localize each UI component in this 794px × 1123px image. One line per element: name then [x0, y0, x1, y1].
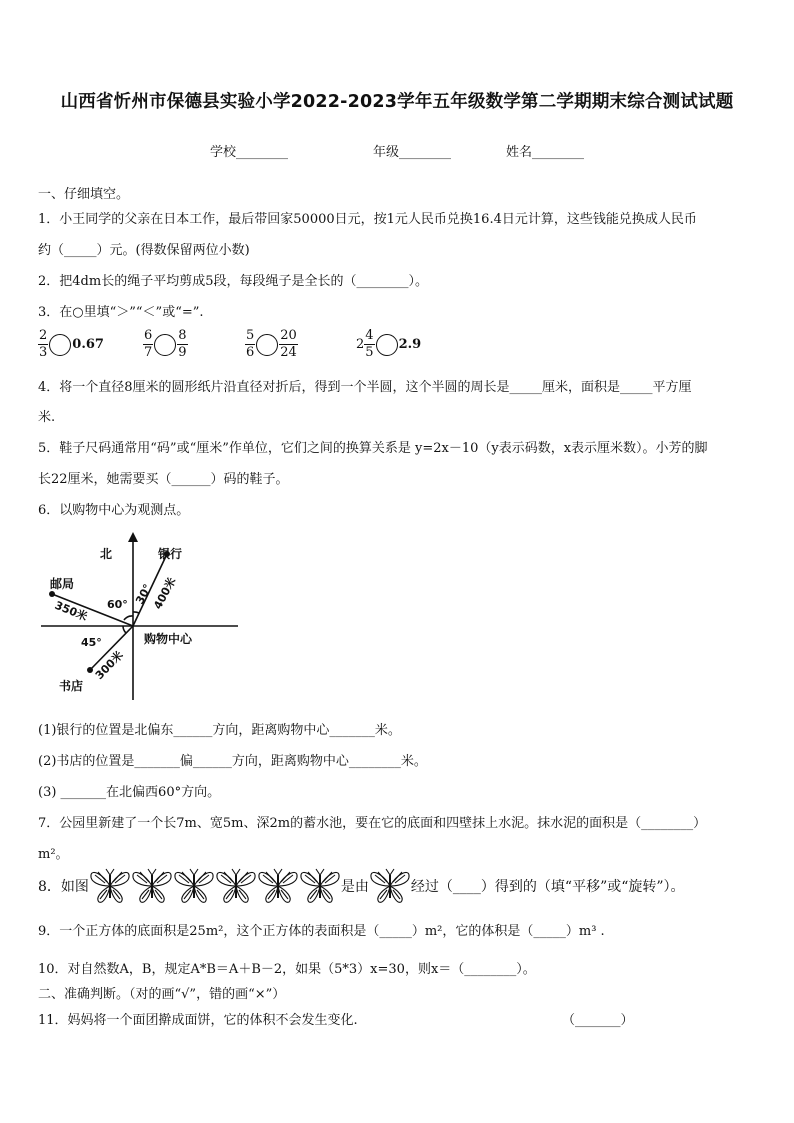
butterfly-icon — [369, 866, 411, 906]
question-7-line-2: m²。 — [38, 847, 69, 862]
label-post: 邮局 — [50, 577, 75, 591]
page-title: 山西省忻州市保德县实验小学2022-2023学年五年级数学第二学期期末综合测试试题 — [60, 92, 734, 112]
question-11: 11．妈妈将一个面团擀成面饼，它的体积不会发生变化. — [38, 1013, 358, 1028]
grade-field: 年级________ — [373, 145, 452, 160]
bookstore-point — [87, 667, 93, 673]
direction-diagram — [38, 528, 248, 708]
question-4-line-1: 4．将一个直径8厘米的圆形纸片沿直径对折后，得到一个半圆，这个半圆的周长是_____厘米，面积是_____平方厘 — [38, 380, 692, 395]
label-400m: 400米 — [151, 575, 179, 612]
label-center: 购物中心 — [144, 632, 193, 646]
question-10: 10．对自然数A，B，规定A*B＝A＋B－2，如果（5*3）x=30，则x＝（________）。 — [38, 962, 536, 977]
name-field: 姓名________ — [506, 145, 585, 160]
butterfly-icon — [299, 866, 341, 906]
question-8: 8．如图 是由 经过（____）得到的（填“平移”或“旋转”）。 — [38, 866, 685, 906]
butterfly-row — [89, 866, 341, 906]
school-field: 学校________ — [210, 145, 289, 160]
section-2-heading: 二、准确判断。（对的画“√”，错的画“×”） — [38, 987, 286, 1002]
butterfly-icon — [257, 866, 299, 906]
butterfly-icon — [89, 866, 131, 906]
compare-item-4: 2 $\frac{4}{5}$ 2.9 — [356, 328, 422, 360]
question-3-stem: 3．在○里填“＞”“＜”或“=”. — [38, 305, 204, 320]
label-bank: 银行 — [158, 547, 183, 561]
label-bookstore: 书店 — [59, 679, 84, 693]
butterfly-icon — [215, 866, 257, 906]
label-angle-30: 30° — [133, 581, 155, 607]
butterfly-icon — [131, 866, 173, 906]
label-angle-45: 45° — [81, 636, 102, 649]
compare-item-3 — [245, 328, 298, 361]
label-300m: 300米 — [92, 648, 126, 683]
angle-arc-45 — [123, 626, 126, 633]
question-9: 9．一个正方体的底面积是25m²，这个正方体的表面积是（_____）m²，它的体积是（_____）m³ . — [38, 924, 605, 939]
question-7-line-1: 7．公园里新建了一个长7m、宽5m、深2m的蓄水池，要在它的底面和四壁抹上水泥。抹水泥的面积是（________） — [38, 816, 707, 831]
butterfly-icon — [173, 866, 215, 906]
fraction: $\frac{6}{7}$ — [144, 328, 153, 360]
fraction: $\frac{4}{5}$ — [365, 328, 374, 360]
question-2: 2．把4dm长的绳子平均剪成5段，每段绳子是全长的（________）。 — [38, 274, 428, 289]
question-1-line-1: 1．小王同学的父亲在日本工作，最后带回家50000日元，按1元人民币兑换16.4日元计算，这些钱能兑换成人民币 — [38, 212, 697, 227]
post-point — [49, 591, 55, 597]
angle-arc-60 — [124, 616, 133, 620]
compare-item-1: $\frac{2}{3}$ 0.67 — [39, 328, 104, 360]
angle-arc-30 — [133, 612, 139, 613]
fraction: $\frac{2}{3}$ — [39, 328, 48, 360]
section-1-heading: 一、仔细填空。 — [38, 187, 130, 202]
fraction: $\frac{5}{6}$ — [246, 328, 255, 360]
fraction: $\frac{20}{24}$ — [280, 328, 297, 360]
compare-item-2 — [143, 328, 188, 361]
question-6-sub-2: (2)书店的位置是_______偏______方向，距离购物中心________米。 — [38, 754, 427, 769]
fraction: $\frac{8}{9}$ — [178, 328, 187, 360]
question-5-line-1: 5．鞋子尺码通常用“码”或“厘米”作单位，它们之间的换算关系是 y=2x－10（y表示码数，x表示厘米数）。小芳的脚 — [38, 441, 708, 456]
question-6-sub-3: (3) _______在北偏西60°方向。 — [38, 785, 221, 800]
label-350m: 350米 — [52, 598, 90, 624]
answer-circle[interactable] — [49, 334, 71, 356]
answer-circle[interactable] — [256, 334, 278, 356]
label-north: 北 — [100, 547, 113, 561]
question-11-blank[interactable]: （_______） — [562, 1013, 634, 1028]
question-5-line-2: 长22厘米，她需要买（______）码的鞋子。 — [38, 472, 289, 487]
question-4-line-2: 米. — [38, 410, 56, 425]
north-arrow-icon — [128, 532, 138, 542]
question-6-stem: 6．以购物中心为观测点。 — [38, 503, 190, 518]
label-angle-60: 60° — [107, 598, 128, 611]
question-6-sub-1: (1)银行的位置是北偏东______方向，距离购物中心_______米。 — [38, 723, 401, 738]
answer-circle[interactable] — [376, 334, 398, 356]
answer-circle[interactable] — [154, 334, 176, 356]
butterfly-single — [369, 866, 411, 906]
question-1-line-2: 约（_____）元。(得数保留两位小数) — [38, 243, 250, 258]
